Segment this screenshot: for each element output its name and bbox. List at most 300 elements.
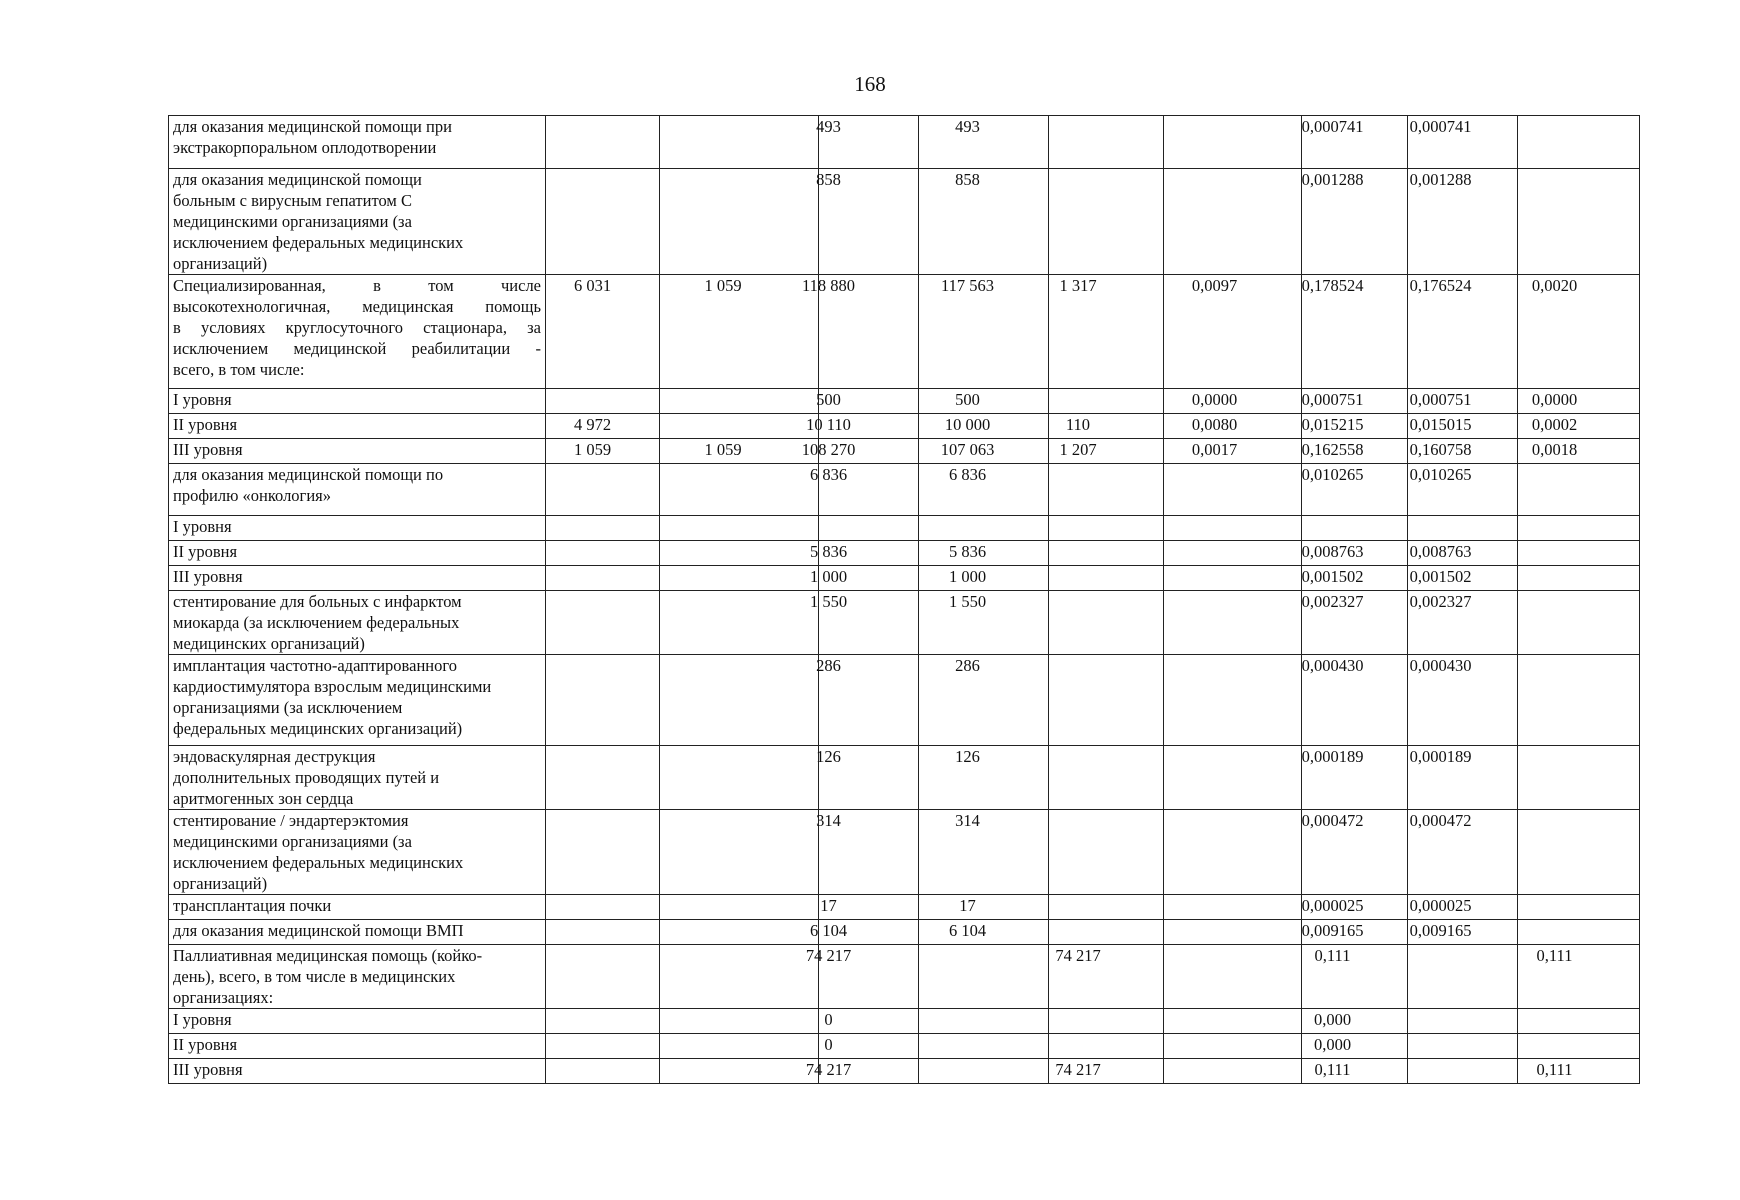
cell-value: 0,111	[1536, 946, 1573, 965]
value-cell	[1408, 169, 1518, 275]
cell-value: 0,0080	[1191, 415, 1238, 434]
row-label-line: организациями (за исключением	[173, 698, 403, 717]
row-label	[169, 655, 546, 746]
row-label	[169, 945, 546, 1009]
value-cell	[919, 591, 1049, 655]
row-label-line: для оказания медицинской помощи по	[173, 465, 444, 484]
value-cell	[1408, 655, 1518, 746]
cell-value: 1 207	[1059, 440, 1097, 459]
value-cell	[1164, 566, 1302, 591]
value-cell	[1518, 945, 1640, 1009]
row-label-line: стентирование для больных с инфарктом	[173, 592, 462, 611]
cell-value: 0	[824, 1035, 833, 1054]
row-label-line: Паллиативная медицинская помощь (койко-	[173, 946, 483, 965]
value-cell	[1164, 541, 1302, 566]
cell-value: 5 836	[948, 542, 987, 561]
table-row	[169, 591, 1640, 655]
value-cell	[1302, 116, 1408, 169]
value-cell	[660, 591, 819, 655]
value-cell	[1302, 389, 1408, 414]
value-cell	[1302, 1034, 1408, 1059]
value-cell	[919, 116, 1049, 169]
value-cell	[1164, 464, 1302, 516]
value-cell	[1302, 591, 1408, 655]
value-cell	[1164, 389, 1302, 414]
value-cell	[660, 169, 819, 275]
row-label	[169, 464, 546, 516]
value-cell	[1164, 810, 1302, 895]
cell-value: 0,000189	[1301, 747, 1364, 766]
value-cell	[816, 116, 919, 169]
value-cell	[919, 516, 1049, 541]
value-cell	[919, 541, 1049, 566]
cell-value: 0,178524	[1301, 276, 1364, 295]
value-cell	[546, 945, 660, 1009]
value-cell	[809, 541, 919, 566]
value-cell	[660, 1059, 819, 1084]
value-cell	[1518, 389, 1640, 414]
value-cell	[660, 275, 819, 389]
row-label	[169, 920, 546, 945]
value-cell	[660, 920, 819, 945]
value-cell	[1518, 116, 1640, 169]
row-label-line: федеральных медицинских организаций)	[173, 719, 463, 738]
value-cell	[1049, 275, 1164, 389]
row-label	[169, 895, 546, 920]
cell-value: 0,002327	[1409, 592, 1472, 611]
value-cell	[546, 920, 660, 945]
value-cell	[1408, 591, 1518, 655]
row-label-line: I уровня	[173, 517, 232, 536]
row-label	[169, 1034, 546, 1059]
cell-value: 0,000741	[1409, 117, 1472, 136]
value-cell	[1302, 920, 1408, 945]
row-label-line: медицинскими организациями (за	[173, 832, 412, 851]
cell-value: 0,000472	[1409, 811, 1472, 830]
table-row	[169, 945, 1640, 1009]
value-cell	[1408, 275, 1518, 389]
cell-value: 126	[955, 747, 980, 766]
cell-value: 0,015015	[1409, 415, 1472, 434]
row-label-line: день), всего, в том числе в медицинских	[173, 967, 456, 986]
value-cell	[1049, 1034, 1164, 1059]
table-row	[169, 655, 1640, 746]
value-cell	[919, 1034, 1049, 1059]
value-cell	[546, 464, 660, 516]
row-label-line: дополнительных проводящих путей и	[173, 768, 440, 787]
table-body	[169, 116, 1640, 1084]
value-cell	[1408, 920, 1518, 945]
value-cell	[1302, 746, 1408, 810]
row-label-line: медицинскими организациями (за	[173, 212, 412, 231]
cell-value: 0	[824, 1010, 833, 1029]
cell-value: 0,000	[1313, 1035, 1352, 1054]
table-row	[169, 464, 1640, 516]
value-cell	[919, 920, 1049, 945]
value-cell	[1164, 516, 1302, 541]
row-label-line: высокотехнологичная, медицинская помощь	[173, 297, 541, 316]
value-cell	[1408, 541, 1518, 566]
row-label	[169, 169, 546, 275]
value-cell	[805, 945, 919, 1009]
cell-value: 10 110	[806, 415, 851, 434]
value-cell	[919, 655, 1049, 746]
value-cell	[919, 389, 1049, 414]
value-cell	[660, 895, 819, 920]
value-cell	[660, 541, 819, 566]
cell-value: 1 550	[948, 592, 987, 611]
cell-value: 0,000472	[1301, 811, 1364, 830]
row-label-line: профилю «онкология»	[173, 486, 331, 505]
value-cell	[660, 414, 819, 439]
value-cell	[1164, 1009, 1302, 1034]
row-label-line: исключением федеральных медицинских	[173, 853, 464, 872]
value-cell	[1518, 275, 1640, 389]
cell-value: 1 059	[704, 276, 742, 295]
value-cell	[1049, 810, 1164, 895]
value-cell	[1164, 945, 1302, 1009]
row-label-line: для оказания медицинской помощи при	[173, 117, 452, 136]
row-label-line: аритмогенных зон сердца	[173, 789, 354, 808]
cell-value: 126	[816, 747, 841, 766]
cell-value: 500	[955, 390, 980, 409]
table-row	[169, 414, 1640, 439]
value-cell	[809, 566, 919, 591]
value-cell	[1049, 746, 1164, 810]
value-cell	[819, 895, 919, 920]
cell-value: 0,008763	[1409, 542, 1472, 561]
value-cell	[919, 275, 1049, 389]
value-cell	[660, 516, 819, 541]
value-cell	[919, 169, 1049, 275]
value-cell	[1408, 439, 1518, 464]
cell-value: 0,009165	[1409, 921, 1472, 940]
value-cell	[1164, 1034, 1302, 1059]
value-cell	[1518, 1009, 1640, 1034]
value-cell	[1518, 895, 1640, 920]
value-cell	[1049, 655, 1164, 746]
cell-value: 1 000	[809, 567, 848, 586]
cell-value: 493	[816, 117, 841, 136]
value-cell	[919, 414, 1049, 439]
value-cell	[1408, 945, 1518, 1009]
value-cell	[1302, 464, 1408, 516]
row-label-line: организаций)	[173, 254, 268, 273]
value-cell	[809, 920, 919, 945]
cell-value: 117 563	[940, 276, 994, 295]
value-cell	[546, 746, 660, 810]
value-cell	[816, 746, 919, 810]
value-cell	[1518, 920, 1640, 945]
value-cell	[1164, 169, 1302, 275]
value-cell	[806, 414, 919, 439]
value-cell	[819, 516, 919, 541]
value-cell	[1049, 920, 1164, 945]
value-cell	[1302, 566, 1408, 591]
cell-value: 0,0000	[1191, 390, 1238, 409]
row-label-line: организаций)	[173, 874, 268, 893]
cell-value: 0,0002	[1531, 415, 1578, 434]
table-row	[169, 169, 1640, 275]
value-cell	[1049, 116, 1164, 169]
cell-value: 0,010265	[1301, 465, 1364, 484]
cell-value: 0,000430	[1409, 656, 1472, 675]
cell-value: 0,162558	[1301, 440, 1364, 459]
row-label-line: исключением федеральных медицинских	[173, 233, 464, 252]
value-cell	[660, 389, 819, 414]
cell-value: 314	[816, 811, 841, 830]
table-row	[169, 920, 1640, 945]
cell-value: 0,002327	[1301, 592, 1364, 611]
value-cell	[1408, 116, 1518, 169]
value-cell	[1049, 516, 1164, 541]
value-cell	[1518, 516, 1640, 541]
value-cell	[1408, 1009, 1518, 1034]
cell-value: 1 550	[809, 592, 848, 611]
value-cell	[546, 389, 660, 414]
cell-value: 858	[816, 170, 841, 189]
row-label-line: III уровня	[173, 440, 243, 459]
cell-value: 17	[820, 896, 837, 915]
value-cell	[660, 439, 819, 464]
value-cell	[1164, 275, 1302, 389]
cell-value: 0,000751	[1409, 390, 1472, 409]
cell-value: 6 836	[948, 465, 987, 484]
value-cell	[919, 746, 1049, 810]
cell-value: 0,000751	[1301, 390, 1364, 409]
cell-value: 118 880	[801, 276, 855, 295]
cell-value: 107 063	[940, 440, 995, 459]
cell-value: 74 217	[805, 1060, 852, 1079]
cell-value: 500	[816, 390, 841, 409]
value-cell	[816, 810, 919, 895]
row-label-line: Специализированная, в том числе	[173, 276, 541, 295]
cell-value: 0,0017	[1191, 440, 1238, 459]
row-label-line: III уровня	[173, 1060, 243, 1079]
row-label-line: II уровня	[173, 1035, 238, 1054]
value-cell	[1164, 1059, 1302, 1084]
value-cell	[660, 116, 819, 169]
value-cell	[919, 1009, 1049, 1034]
cell-value: 10 000	[944, 415, 991, 434]
value-cell	[801, 275, 919, 389]
value-cell	[1049, 945, 1164, 1009]
cell-value: 493	[955, 117, 980, 136]
row-label-line: I уровня	[173, 1010, 232, 1029]
cell-value: 110	[1065, 415, 1091, 434]
value-cell	[1408, 516, 1518, 541]
value-cell	[1518, 439, 1640, 464]
row-label	[169, 1009, 546, 1034]
row-label	[169, 810, 546, 895]
table-row	[169, 1059, 1640, 1084]
value-cell	[1049, 169, 1164, 275]
value-cell	[1302, 516, 1408, 541]
value-cell	[1302, 945, 1408, 1009]
row-label-line: трансплантация почки	[173, 896, 332, 915]
cell-value: 1 000	[948, 567, 987, 586]
value-cell	[1518, 591, 1640, 655]
row-label	[169, 746, 546, 810]
value-cell	[1518, 1034, 1640, 1059]
value-cell	[801, 439, 919, 464]
table-row	[169, 1009, 1640, 1034]
cell-value: 286	[955, 656, 980, 675]
value-cell	[660, 810, 819, 895]
row-label-line: экстракорпоральном оплодотворении	[173, 138, 437, 157]
value-cell	[546, 275, 660, 389]
value-cell	[1518, 566, 1640, 591]
cell-value: 6 031	[573, 276, 612, 295]
value-cell	[1049, 566, 1164, 591]
value-cell	[1408, 1034, 1518, 1059]
row-label	[169, 591, 546, 655]
value-cell	[546, 516, 660, 541]
value-cell	[1518, 810, 1640, 895]
table-row	[169, 116, 1640, 169]
cell-value: 6 104	[809, 921, 848, 940]
value-cell	[1164, 655, 1302, 746]
value-cell	[919, 810, 1049, 895]
value-cell	[1518, 414, 1640, 439]
row-label	[169, 414, 546, 439]
cell-value: 5 836	[809, 542, 848, 561]
cell-value: 0,001288	[1301, 170, 1364, 189]
value-cell	[816, 655, 919, 746]
cell-value: 0,000430	[1301, 656, 1364, 675]
value-cell	[919, 895, 1049, 920]
row-label-line: всего, в том числе:	[173, 360, 305, 379]
value-cell	[1302, 414, 1408, 439]
cell-value: 17	[959, 896, 976, 915]
row-label-line: больным с вирусным гепатитом С	[173, 191, 412, 210]
value-cell	[546, 541, 660, 566]
row-label	[169, 541, 546, 566]
row-label-line: медицинских организаций)	[173, 634, 365, 653]
value-cell	[660, 1034, 819, 1059]
cell-value: 0,111	[1314, 1060, 1351, 1079]
value-cell	[919, 566, 1049, 591]
value-cell	[1408, 566, 1518, 591]
data-table	[168, 115, 1640, 1084]
value-cell	[1408, 895, 1518, 920]
table-row	[169, 1034, 1640, 1059]
table-row	[169, 746, 1640, 810]
table-row	[169, 389, 1640, 414]
value-cell	[816, 389, 919, 414]
cell-value: 286	[816, 656, 841, 675]
row-label-line: для оказания медицинской помощи ВМП	[173, 921, 464, 940]
cell-value: 74 217	[1055, 946, 1101, 965]
value-cell	[1408, 464, 1518, 516]
value-cell	[819, 1034, 919, 1059]
cell-value: 0,000025	[1301, 896, 1364, 915]
value-cell	[1049, 541, 1164, 566]
value-cell	[546, 116, 660, 169]
cell-value: 1 059	[573, 440, 612, 459]
value-cell	[1518, 655, 1640, 746]
value-cell	[546, 655, 660, 746]
value-cell	[809, 464, 919, 516]
cell-value: 858	[955, 170, 980, 189]
value-cell	[1302, 810, 1408, 895]
value-cell	[1049, 439, 1164, 464]
table-row	[169, 516, 1640, 541]
value-cell	[1049, 464, 1164, 516]
cell-value: 0,001502	[1409, 567, 1472, 586]
cell-value: 0,000	[1313, 1010, 1352, 1029]
value-cell	[546, 1059, 660, 1084]
value-cell	[1302, 169, 1408, 275]
value-cell	[1164, 591, 1302, 655]
table-row	[169, 439, 1640, 464]
cell-value: 0,000189	[1409, 747, 1472, 766]
value-cell	[816, 169, 919, 275]
cell-value: 0,015215	[1301, 415, 1364, 434]
cell-value: 0,001502	[1301, 567, 1364, 586]
value-cell	[1049, 414, 1164, 439]
value-cell	[546, 439, 660, 464]
cell-value: 0,0018	[1531, 440, 1578, 459]
row-label-line: организациях:	[173, 988, 274, 1007]
value-cell	[660, 464, 819, 516]
row-label	[169, 516, 546, 541]
value-cell	[546, 566, 660, 591]
cell-value: 0,000025	[1409, 896, 1472, 915]
value-cell	[1518, 464, 1640, 516]
value-cell	[660, 1009, 819, 1034]
value-cell	[1408, 414, 1518, 439]
table-row	[169, 541, 1640, 566]
value-cell	[546, 895, 660, 920]
value-cell	[1302, 655, 1408, 746]
value-cell	[660, 945, 819, 1009]
value-cell	[1302, 275, 1408, 389]
value-cell	[1049, 1009, 1164, 1034]
value-cell	[1408, 746, 1518, 810]
cell-value: 0,001288	[1409, 170, 1472, 189]
value-cell	[1518, 746, 1640, 810]
value-cell	[819, 1009, 919, 1034]
cell-value: 0,160758	[1409, 440, 1472, 459]
value-cell	[1302, 1059, 1408, 1084]
row-label-line: II уровня	[173, 542, 238, 561]
value-cell	[660, 566, 819, 591]
cell-value: 6 836	[809, 465, 848, 484]
row-label	[169, 389, 546, 414]
cell-value: 0,0020	[1531, 276, 1578, 295]
row-label-line: эндоваскулярная деструкция	[173, 747, 376, 766]
row-label-line: II уровня	[173, 415, 238, 434]
value-cell	[546, 1009, 660, 1034]
table-row	[169, 566, 1640, 591]
row-label-line: кардиостимулятора взрослым медицинскими	[173, 677, 492, 696]
value-cell	[546, 591, 660, 655]
row-label	[169, 1059, 546, 1084]
value-cell	[805, 1059, 919, 1084]
value-cell	[1408, 1059, 1518, 1084]
cell-value: 0,111	[1536, 1060, 1573, 1079]
row-label	[169, 116, 546, 169]
value-cell	[1408, 389, 1518, 414]
value-cell	[1049, 895, 1164, 920]
cell-value: 1 059	[704, 440, 742, 459]
row-label-line: I уровня	[173, 390, 232, 409]
value-cell	[546, 169, 660, 275]
page-number: 168	[854, 72, 886, 96]
row-label	[169, 275, 546, 389]
value-cell	[1408, 810, 1518, 895]
